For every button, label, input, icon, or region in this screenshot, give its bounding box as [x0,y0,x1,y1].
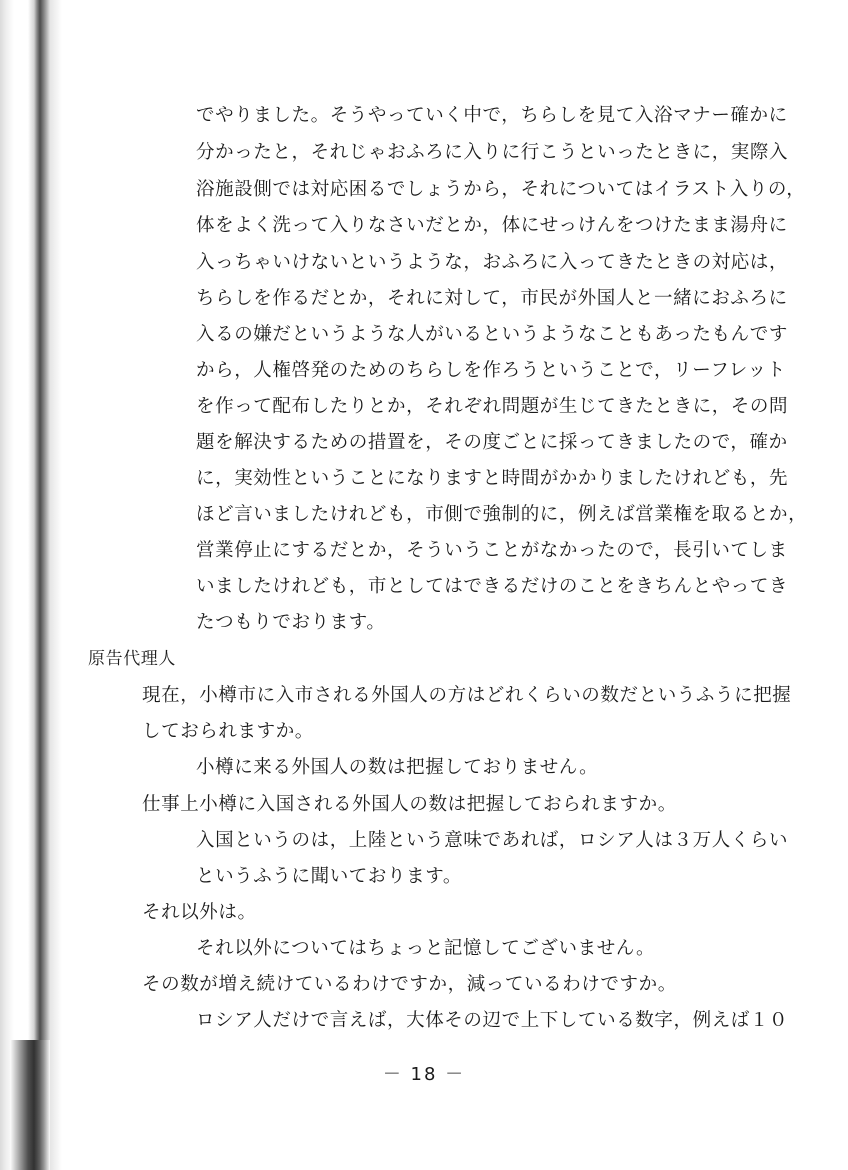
page-number: － 18 － [382,1064,466,1085]
paragraph-line: たつもりでおります。 [196,612,386,633]
paragraph-line: 体をよく洗って入りなさいだとか，体にせっけんをつけたまま湯舟に [196,215,788,236]
answer-line: 入国というのは，上陸という意味であれば，ロシア人は３万人くらい [196,830,789,851]
paragraph-line: いましたけれども，市としてはできるだけのことをきちんとやってき [196,576,789,597]
question-line: しておられますか。 [142,721,314,742]
question-line: 仕事上小樽に入国される外国人の数は把握しておられますか。 [142,794,677,815]
speaker-label: 原告代理人 [88,649,176,669]
paragraph-line: から，人権啓発のためのちらしを作ろうということで，リーフレット [196,360,786,381]
paragraph-line: 入っちゃいけないというような，おふろに入ってきたときの対応は， [196,252,789,273]
paragraph-line: 営業停止にするだとか，そういうことがなかったので，長引いてしま [196,540,788,561]
paragraph-line: 入るの嫌だというような人がいるというようなこともあったもんです [196,324,788,345]
paragraph-line: 分かったと，それじゃおふろに入りに行こうといったときに，実際入 [196,142,789,163]
scan-shadow-edge [0,0,62,1170]
paragraph-line: ほど言いましたけれども，市側で強制的に，例えば営業権を取るとか， [196,504,808,525]
answer-line: というふうに聞いております。 [196,866,462,887]
paragraph-line: 浴施設側では対応困るでしょうから，それについてはイラスト入りの， [196,179,806,200]
answer-line: 小樽に来る外国人の数は把握しておりません。 [196,757,599,778]
paragraph-line: 題を解決するための措置を，その度ごとに採ってきましたので，確か [196,432,788,453]
paragraph-line: でやりました。そうやっていく中で，ちらしを見て入浴マナー確かに [196,105,788,126]
answer-line: それ以外についてはちょっと記憶してございません。 [196,938,656,959]
question-line: それ以外は。 [142,902,257,923]
answer-line: ロシア人だけで言えば，大体その辺で上下している数字，例えば１０ [196,1010,789,1031]
question-line: 現在，小樽市に入市される外国人の方はどれくらいの数だというふうに把握 [142,685,792,706]
paragraph-line: ちらしを作るだとか，それに対して，市民が外国人と一緒におふろに [196,288,788,309]
question-line: その数が増え続けているわけですか，減っているわけですか。 [142,974,677,995]
paragraph-line: に，実効性ということになりますと時間がかかりましたけれども，先 [196,468,789,489]
paragraph-line: を作って配布したりとか，それぞれ問題が生じてきたときに，その問 [196,396,789,417]
